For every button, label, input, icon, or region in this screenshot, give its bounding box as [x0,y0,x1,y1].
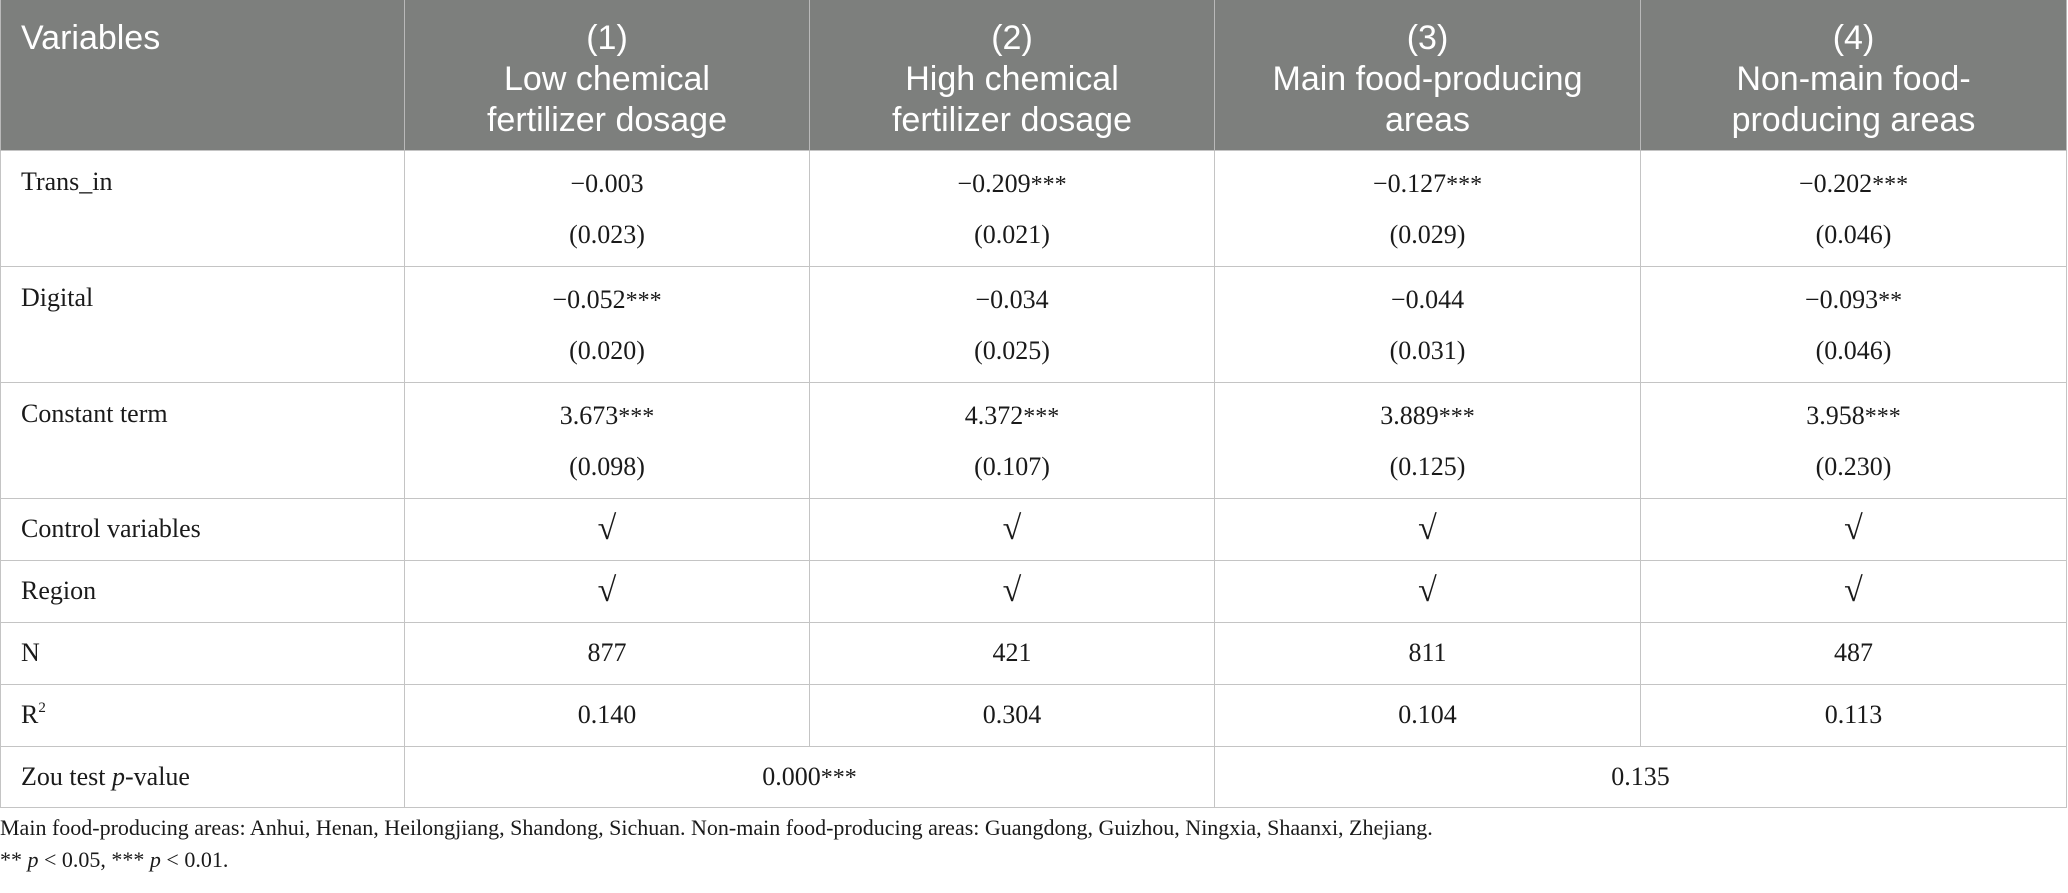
coefficient [820,399,1204,434]
header-col-4-number: (4) [1832,19,1875,57]
significance-stars: *** [1030,171,1067,198]
table-cell [1215,150,1641,266]
header-col-1-line1: Low chemical [504,60,710,98]
coefficient-value: −0.003 [570,168,644,198]
standard-error: (0.020) [569,335,645,365]
notes-p-b: p [149,847,161,872]
header-col-4-line2: producing areas [1731,101,1976,139]
row-label [1,746,405,807]
header-col-2-line2: fertilizer dosage [891,101,1132,139]
coefficient-value: 4.372 [964,400,1024,430]
standard-error: (0.046) [1815,219,1892,249]
significance-stars: *** [1446,171,1483,198]
header-col-1-number: (1) [586,19,628,57]
standard-error: (0.107) [974,451,1050,481]
significance-stars: *** [1872,171,1909,198]
table-cell [1641,498,2067,560]
table-cell [1641,266,2067,382]
table-row-zou-test [1,746,2067,807]
standard-error: (0.098) [569,451,645,481]
table-row-digital [1,266,2067,382]
coefficient-value: 3.673 [559,400,619,430]
header-col-4-line1: Non-main food- [1736,60,1971,98]
table-cell [810,266,1215,382]
table-cell: 877 [405,622,810,684]
zou-label-p: p [112,761,125,791]
checkmark-icon: √ [1002,510,1022,547]
table-header [1,0,2067,150]
coefficient-value: −0.127 [1372,168,1447,198]
coefficient [820,167,1204,202]
table-cell [810,382,1215,498]
table-cell [810,150,1215,266]
significance-stars: *** [1438,403,1475,430]
coefficient-value: −0.052 [552,284,626,314]
r2-label-base: R [21,700,39,729]
significance-stars: *** [1864,403,1901,430]
row-label: Constant term [1,382,405,498]
table-body [1,150,2067,807]
coefficient-value: −0.209 [957,168,1031,198]
coefficient [1225,283,1630,318]
coefficient [415,167,799,202]
coefficient-value: −0.202 [1798,168,1873,198]
standard-error: (0.025) [974,335,1050,365]
table-cell [810,498,1215,560]
table-row-constant [1,382,2067,498]
table-row-r2 [1,684,2067,746]
table-cell [1641,382,2067,498]
standard-error: (0.230) [1815,451,1892,481]
coefficient [1651,283,2056,318]
table-cell: 0.104 [1215,684,1641,746]
standard-error: (0.031) [1389,335,1466,365]
table-cell: 0.140 [405,684,810,746]
notes-line-regions: Main food-producing areas: Anhui, Henan, Heilongjiang, Shandong, Sichuan. Non-main food-producing areas: Guangdong, Guizhou, Ningxia, Shaanxi, Zhejiang. [0,815,1433,840]
row-label: Region [1,560,405,622]
checkmark-icon: √ [1002,572,1022,609]
header-col-3 [1215,0,1641,150]
notes-stars-a: ** [0,847,28,872]
row-label: Control variables [1,498,405,560]
header-col-2-number: (2) [991,19,1033,57]
table-cell [1641,560,2067,622]
header-col-4 [1641,0,2067,150]
table-cell [1215,382,1641,498]
coefficient [415,399,799,434]
coefficient [1225,167,1630,202]
table-cell [405,746,1215,807]
coefficient-value: −0.093 [1804,284,1879,314]
table-cell [405,382,810,498]
table-cell: 487 [1641,622,2067,684]
zou-value-1: 0.000 [762,761,821,791]
significance-stars: *** [820,764,857,791]
notes-rest-a: < 0.05, *** [38,847,150,872]
zou-label-pre: Zou test [21,761,112,791]
table-row-region [1,560,2067,622]
coefficient-value: −0.044 [1390,284,1465,314]
table-cell [1215,560,1641,622]
standard-error: (0.023) [569,219,645,249]
row-label: Trans_in [1,150,405,266]
row-label [1,684,405,746]
checkmark-icon: √ [1844,510,1863,547]
table-row-trans-in [1,150,2067,266]
table-cell [405,266,810,382]
table-cell: 811 [1215,622,1641,684]
row-label: N [1,622,405,684]
significance-stars: ** [1878,287,1903,314]
header-col-1-line2: fertilizer dosage [486,101,727,139]
significance-stars: *** [1023,403,1060,430]
table-row-control-variables [1,498,2067,560]
table-cell [405,498,810,560]
header-col-1 [405,0,810,150]
coefficient-value: −0.034 [975,284,1049,314]
standard-error: (0.046) [1815,335,1892,365]
coefficient [1651,399,2056,434]
standard-error: (0.021) [974,219,1050,249]
coefficient [415,283,799,318]
table-notes [0,812,1433,876]
table-cell [1641,150,2067,266]
header-row [1,0,2067,150]
header-col-3-line1: Main food-producing [1272,60,1583,98]
table-cell [405,560,810,622]
significance-stars: *** [625,287,662,314]
coefficient-value: 3.889 [1380,400,1439,430]
coefficient [1651,167,2056,202]
header-col-2-line1: High chemical [905,60,1119,98]
coefficient [1225,399,1630,434]
table-cell: 0.304 [810,684,1215,746]
row-label: Digital [1,266,405,382]
header-col-2 [810,0,1215,150]
table-cell [1215,266,1641,382]
header-col-3-number: (3) [1406,19,1449,57]
coefficient [820,283,1204,318]
zou-value-2: 0.135 [1611,761,1670,791]
zou-label-post: -value [125,761,190,791]
header-variables: Variables [1,0,405,150]
table-cell [1215,746,2067,807]
checkmark-icon: √ [597,510,617,547]
table-cell [405,150,810,266]
checkmark-icon: √ [1844,572,1863,609]
checkmark-icon: √ [1418,510,1437,547]
table-row-n [1,622,2067,684]
coefficient-value: 3.958 [1806,400,1865,430]
significance-stars: *** [618,403,655,430]
standard-error: (0.029) [1389,219,1466,249]
table-cell [810,560,1215,622]
table-cell: 421 [810,622,1215,684]
checkmark-icon: √ [1418,572,1437,609]
checkmark-icon: √ [597,572,617,609]
table-cell: 0.113 [1641,684,2067,746]
r2-label-superscript: 2 [38,700,46,716]
notes-line-significance [0,844,1433,876]
standard-error: (0.125) [1389,451,1466,481]
table-cell [1215,498,1641,560]
notes-rest-b: < 0.01. [160,847,229,872]
notes-p-a: p [27,847,39,872]
header-col-3-line2: areas [1384,101,1471,139]
